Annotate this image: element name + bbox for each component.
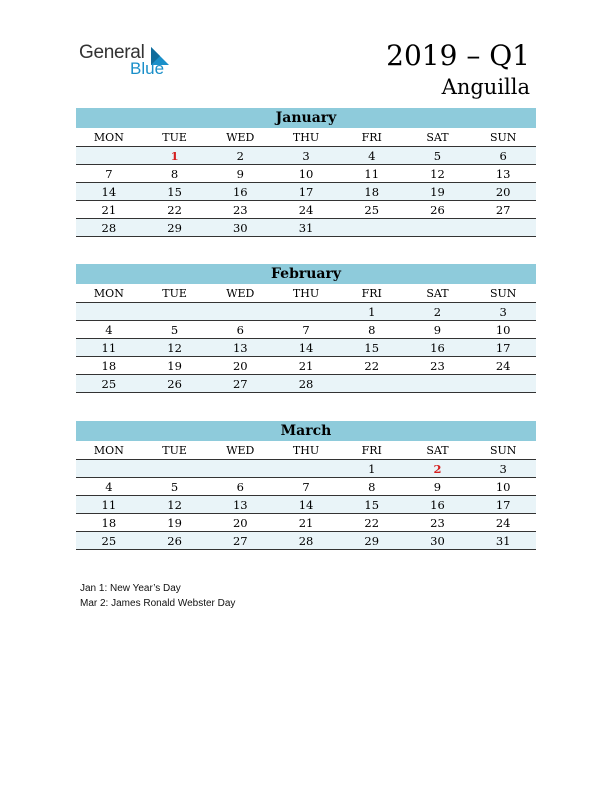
date-cell: 29: [167, 221, 182, 235]
date-cell: 1: [368, 305, 376, 319]
date-cell: 2: [433, 305, 442, 319]
date-cell: 18: [101, 516, 117, 530]
date-cell: 17: [495, 341, 511, 355]
holiday-note: Mar 2: James Ronald Webster Day: [80, 597, 236, 609]
week-row: [76, 496, 536, 514]
week-row: [76, 460, 536, 478]
date-cell: 25: [101, 534, 117, 548]
date-cell: 27: [232, 377, 248, 391]
week-row: [76, 478, 536, 496]
date-cell: 31: [495, 534, 511, 548]
date-cell: 12: [167, 341, 182, 355]
date-cell: [207, 460, 273, 477]
weekday-label: SUN: [489, 444, 517, 457]
date-cell: 15: [364, 341, 380, 355]
date-cell: [142, 303, 208, 320]
date-cell: 5: [433, 149, 442, 163]
week-row: [76, 147, 536, 165]
date-cell: 5: [170, 480, 179, 494]
date-cell: 13: [232, 341, 248, 355]
date-cell: 10: [495, 323, 511, 337]
date-cell: 25: [364, 203, 380, 217]
month-title: February: [76, 264, 536, 284]
date-cell: 13: [232, 498, 248, 512]
date-cell: 10: [495, 480, 511, 494]
logo: [79, 40, 179, 80]
week-row: [76, 201, 536, 219]
week-row: [76, 321, 536, 339]
date-cell: 20: [232, 359, 248, 373]
date-cell: 8: [368, 323, 376, 337]
weekday-label: SUN: [489, 287, 517, 300]
week-row: [76, 532, 536, 550]
date-cell: 16: [430, 498, 445, 512]
weekday-label: SAT: [426, 287, 449, 300]
date-cell: 4: [368, 149, 376, 163]
date-cell: [405, 375, 471, 392]
week-row: [76, 375, 536, 393]
date-cell: 11: [364, 167, 380, 181]
week-row: [76, 357, 536, 375]
date-cell: 30: [232, 221, 248, 235]
date-cell: 21: [298, 516, 314, 530]
date-cell: [76, 147, 142, 164]
weekday-label: MON: [93, 287, 124, 300]
weekday-label: TUE: [162, 444, 187, 457]
date-cell: 13: [495, 167, 511, 181]
holiday-notes: [80, 582, 235, 611]
date-cell: [76, 460, 142, 477]
date-cell: 11: [101, 341, 117, 355]
date-cell: 22: [364, 516, 380, 530]
date-cell: 28: [101, 221, 117, 235]
weekday-header-row: [76, 128, 536, 147]
weekday-header-row: [76, 284, 536, 303]
date-cell: 31: [298, 221, 314, 235]
date-cell: 11: [101, 498, 117, 512]
date-cell: [207, 303, 273, 320]
date-cell: [470, 375, 536, 392]
date-cell: 24: [495, 516, 511, 530]
date-cell: 28: [298, 534, 314, 548]
country-name: Anguilla: [441, 75, 530, 99]
holiday-note: Jan 1: New Year’s Day: [80, 583, 181, 594]
date-cell: 14: [298, 498, 314, 512]
weekday-label: FRI: [361, 131, 382, 144]
page-title: 2019 – Q1: [386, 39, 530, 72]
weekday-label: TUE: [162, 131, 187, 144]
date-cell: 3: [499, 462, 507, 476]
week-row: [76, 165, 536, 183]
date-cell: 5: [170, 323, 179, 337]
weekday-label: TUE: [162, 287, 187, 300]
date-cell: 21: [101, 203, 117, 217]
date-cell: 6: [499, 149, 507, 163]
date-cell: 23: [232, 203, 248, 217]
week-row: [76, 183, 536, 201]
week-row: [76, 219, 536, 237]
date-cell: 10: [298, 167, 314, 181]
weekday-label: THU: [292, 444, 320, 457]
date-cell: 21: [298, 359, 314, 373]
date-cell: 9: [433, 323, 442, 337]
date-cell: [76, 303, 142, 320]
date-cell: 8: [368, 480, 376, 494]
date-cell: [142, 460, 208, 477]
date-cell: 6: [236, 323, 244, 337]
date-cell: 18: [101, 359, 117, 373]
date-cell: 16: [430, 341, 445, 355]
month-title: March: [76, 421, 536, 441]
date-cell: 19: [167, 516, 182, 530]
logo-word-general: General: [79, 42, 145, 63]
logo-word-blue: Blue: [130, 59, 165, 78]
date-cell: 16: [232, 185, 248, 199]
date-cell: 28: [298, 377, 314, 391]
weekday-label: SUN: [489, 131, 517, 144]
date-cell: 23: [430, 516, 445, 530]
date-cell: 9: [433, 480, 442, 494]
date-cell: 3: [499, 305, 507, 319]
date-cell: 26: [167, 534, 182, 548]
weekday-label: WED: [226, 131, 255, 144]
date-cell: 4: [105, 480, 113, 494]
week-row: [76, 303, 536, 321]
date-cell: 9: [236, 167, 244, 181]
date-cell: 27: [232, 534, 248, 548]
date-cell: 24: [495, 359, 511, 373]
date-cell: 7: [302, 480, 310, 494]
date-cell: [470, 219, 536, 236]
month-february: [76, 264, 536, 393]
weekday-label: SAT: [426, 131, 449, 144]
weekday-label: MON: [93, 131, 124, 144]
holiday-date-cell: 1: [170, 149, 179, 163]
weekday-header-row: [76, 441, 536, 460]
date-cell: 4: [105, 323, 113, 337]
week-row: [76, 339, 536, 357]
date-cell: 20: [495, 185, 511, 199]
date-cell: 7: [302, 323, 310, 337]
date-cell: 22: [364, 359, 380, 373]
date-cell: 14: [101, 185, 117, 199]
date-cell: 27: [495, 203, 511, 217]
date-cell: 19: [167, 359, 182, 373]
date-cell: 18: [364, 185, 380, 199]
date-cell: [405, 219, 471, 236]
date-cell: 19: [430, 185, 445, 199]
date-cell: [339, 375, 405, 392]
date-cell: 29: [364, 534, 380, 548]
month-march: [76, 421, 536, 550]
date-cell: [273, 460, 339, 477]
date-cell: 25: [101, 377, 117, 391]
weekday-label: WED: [226, 287, 255, 300]
weekday-label: WED: [226, 444, 255, 457]
week-row: [76, 514, 536, 532]
date-cell: 17: [298, 185, 314, 199]
date-cell: 3: [302, 149, 310, 163]
month-january: [76, 108, 536, 237]
date-cell: 30: [430, 534, 445, 548]
date-cell: [273, 303, 339, 320]
date-cell: 12: [430, 167, 445, 181]
date-cell: 7: [105, 167, 113, 181]
date-cell: 12: [167, 498, 182, 512]
date-cell: 26: [430, 203, 445, 217]
weekday-label: THU: [292, 287, 320, 300]
date-cell: 8: [170, 167, 179, 181]
date-cell: 20: [232, 516, 248, 530]
holiday-date-cell: 2: [433, 462, 442, 476]
date-cell: 26: [167, 377, 182, 391]
date-cell: 23: [430, 359, 445, 373]
weekday-label: FRI: [361, 287, 382, 300]
weekday-label: THU: [292, 131, 320, 144]
date-cell: 1: [368, 462, 376, 476]
date-cell: [339, 219, 405, 236]
date-cell: 15: [364, 498, 380, 512]
weekday-label: SAT: [426, 444, 449, 457]
date-cell: 2: [236, 149, 244, 163]
date-cell: 14: [298, 341, 314, 355]
date-cell: 6: [236, 480, 244, 494]
date-cell: 15: [167, 185, 182, 199]
date-cell: 17: [495, 498, 511, 512]
month-title: January: [76, 108, 536, 128]
weekday-label: MON: [93, 444, 124, 457]
date-cell: 22: [167, 203, 182, 217]
date-cell: 24: [298, 203, 314, 217]
weekday-label: FRI: [361, 444, 382, 457]
